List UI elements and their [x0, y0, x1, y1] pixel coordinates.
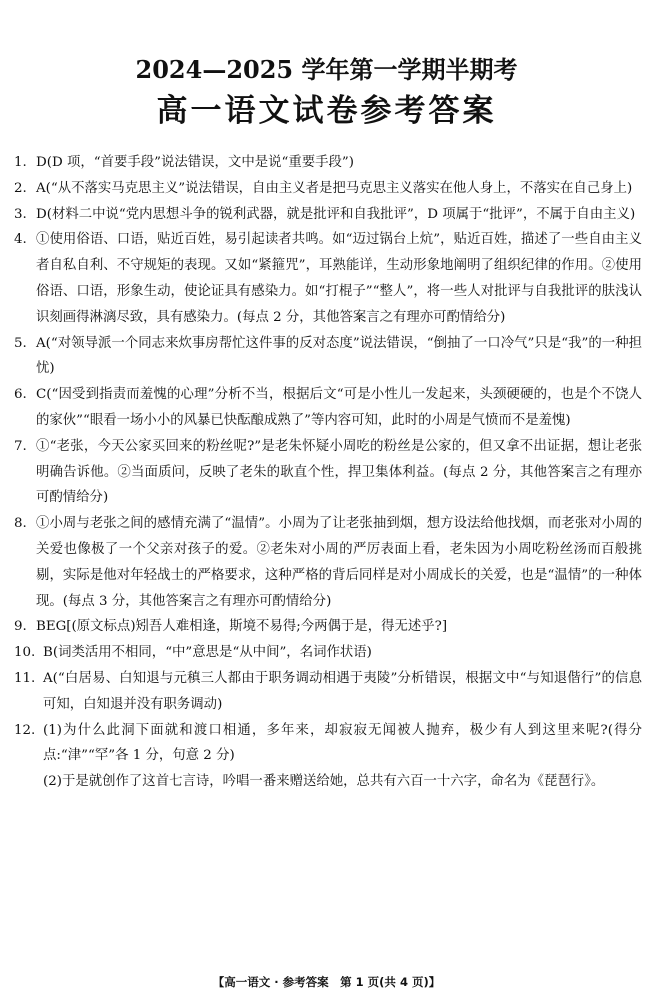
answer-item-4 — [14, 227, 642, 330]
answer-item-12 — [14, 718, 642, 795]
answer-text-part1: (1)为什么此洞下面就和渡口相通，多年来，却寂寂无闻被人抛弃，极少有人到这里来呢?(得分点:“津”“罕”各 1 分，句意 2 分) — [43, 722, 642, 764]
answer-text: ①使用俗语、口语，贴近百姓，易引起读者共鸣。如“迈过锅台上炕”，贴近百姓，描述了一些自由主义者自私自利、不守规矩的表现。又如“紧箍咒”，耳熟能详，生动形象地阐明了组织纪律的作用。②使用俗语、口语，形象生动，使论证具有感染力。如“打棍子”“整人”，将一些人对批评与自我批评的肤浅认识刻画得淋漓尽致，具有感染力。(每点 2 分，其他答案言之有理亦可酌情给分) — [36, 232, 642, 325]
answer-number: 7. — [14, 438, 27, 454]
answer-number: 1. — [14, 155, 27, 170]
answer-item-1 — [14, 150, 642, 176]
answer-item-3 — [14, 202, 642, 228]
answer-item-2 — [14, 176, 642, 202]
answer-number: 10. — [14, 645, 36, 661]
document-title-line1: 2024—2025 学年第一学期半期考 — [135, 55, 518, 84]
answer-text: D(材料二中说“党内思想斗争的锐利武器，就是批评和自我批评”，D 项属于“批评”，不属于自由主义) — [36, 206, 636, 222]
answer-number: 4. — [14, 232, 27, 248]
answer-item-10 — [14, 640, 642, 666]
answer-text: A(“白居易、白知退与元稹三人都由于职务调动相遇于夷陵”分析错误，根据文中“与知退偕行”的信息可知，白知退并没有职务调动) — [43, 670, 642, 712]
answer-item-9 — [14, 614, 642, 640]
answer-number: 9. — [14, 619, 27, 635]
answer-item-7 — [14, 434, 642, 511]
answer-number: 2. — [14, 180, 27, 196]
answer-number: 8. — [14, 516, 27, 532]
answer-number: 6. — [14, 387, 27, 403]
answer-text: BEG[(原文标点)矧吾人难相逢，斯境不易得;今两偶于是，得无述乎?] — [36, 619, 448, 635]
answer-text: ①“老张，今天公家买回来的粉丝呢?”是老朱怀疑小周吃的粉丝是公家的，但又拿不出证据，想让老张明确告诉他。②当面质问，反映了老朱的耿直个性，捍卫集体利益。(每点 2 分，其他答案言之有理亦可酌情给分) — [36, 438, 642, 506]
answer-text: D(D 项，“首要手段”说法错误，文中是说“重要手段”) — [36, 155, 354, 170]
answer-item-11 — [14, 666, 642, 718]
answer-text: A(“从不落实马克思主义”说法错误，自由主义者是把马克思主义落实在他人身上，不落实在自己身上) — [36, 180, 633, 196]
answer-item-5 — [14, 331, 642, 383]
answer-number: 3. — [14, 206, 27, 222]
answer-text: A(“对领导派一个同志来炊事房帮忙这件事的反对态度”说法错误，“倒抽了一口冷气”只是“我”的一种担忧) — [36, 335, 642, 377]
answer-item-8 — [14, 511, 642, 614]
answer-number: 12. — [14, 722, 36, 738]
answer-text-part2: (2)于是就创作了这首七言诗，吟唱一番来赠送给她，总共有六百一十六字，命名为《琵琶行》。 — [43, 774, 605, 790]
document-title-line2: 高一语文试卷参考答案 — [156, 93, 497, 129]
answer-text: C(“因受到指责而羞愧的心理”分析不当，根据后文“可是小性儿一发起来，头颈硬硬的，也是个不饶人的家伙”“眼看一场小小的风暴已快酝酿成熟了”等内容可知，此时的小周是气愤而不是羞愧) — [36, 387, 642, 428]
page-footer: 【高一语文 · 参考答案 第 1 页(共 4 页)】 — [212, 975, 441, 989]
answer-text: ①小周与老张之间的感情充满了“温情”。小周为了让老张抽到烟，想方设法给他找烟，而老张对小周的关爱也像极了一个父亲对孩子的爱。②老朱对小周的严厉表面上看，老朱因为小周吃粉丝汤而百般挑剔，实际是他对年轻战士的严格要求，这种严格的背后同样是对小周成长的关爱，也是“温情”的一种体现。(每点 3 分，其他答案言之有理亦可酌情给分) — [36, 516, 642, 609]
answer-number: 5. — [14, 335, 27, 351]
answer-number: 11. — [14, 670, 36, 686]
answer-text: B(词类活用不相同，“中”意思是“从中间”，名词作状语) — [43, 645, 372, 661]
answer-list — [14, 150, 642, 795]
answer-item-6 — [14, 382, 642, 434]
